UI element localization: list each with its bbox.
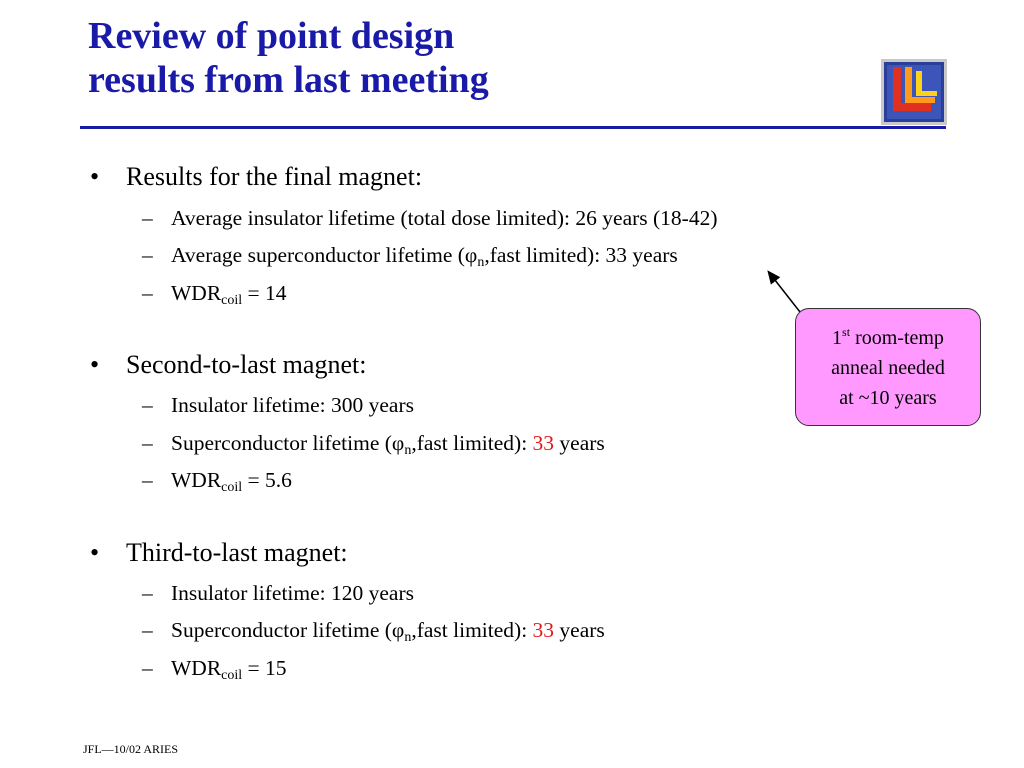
item-text: Insulator lifetime: 120 years bbox=[171, 581, 414, 605]
callout-note bbox=[795, 308, 981, 426]
title-line-2: results from last meeting bbox=[88, 59, 489, 101]
highlighted-value: 33 bbox=[532, 618, 555, 642]
item-text: $WDR_{coil} = 15$ bbox=[171, 656, 287, 683]
dash-marker: – bbox=[142, 618, 153, 642]
dash-marker: – bbox=[142, 243, 153, 267]
dash-marker: – bbox=[142, 281, 153, 305]
bullet-marker: • bbox=[90, 162, 100, 191]
slide-footer: JFL—10/02 ARIES bbox=[83, 742, 179, 756]
item-text: Insulator lifetime: 300 years bbox=[171, 393, 414, 417]
callout-line-3: at ~10 years bbox=[839, 387, 937, 409]
section-3-heading-text: Third-to-last magnet: bbox=[126, 538, 348, 567]
title-underline bbox=[80, 126, 946, 129]
bullet-marker: • bbox=[90, 538, 100, 567]
phi-symbol: φ bbox=[464, 243, 478, 267]
llnl-logo-icon bbox=[881, 59, 947, 125]
callout-line-2: anneal needed bbox=[831, 357, 945, 379]
item-text: $WDR_{coil} = 14$ bbox=[171, 281, 287, 308]
slide-title bbox=[88, 14, 489, 102]
dash-marker: – bbox=[142, 468, 153, 492]
item-text: Superconductor lifetime ($\varphi_n,fast$ limited): 33 years bbox=[171, 618, 605, 645]
bullet-marker: • bbox=[90, 350, 100, 379]
dash-marker: – bbox=[142, 581, 153, 605]
item-text: $WDR_{coil} = 5.6$ bbox=[171, 468, 292, 495]
item-text: Superconductor lifetime ($\varphi_n,fast$ limited): 33 years bbox=[171, 431, 605, 458]
phi-symbol: φ bbox=[391, 431, 405, 455]
dash-marker: – bbox=[142, 393, 153, 417]
dash-marker: – bbox=[142, 206, 153, 230]
item-text: Average superconductor lifetime ($\varphi_n,fast$ limited): 33 years bbox=[171, 243, 678, 270]
highlighted-value: 33 bbox=[532, 431, 555, 455]
dash-marker: – bbox=[142, 431, 153, 455]
section-2-heading-text: Second-to-last magnet: bbox=[126, 350, 367, 379]
dash-marker: – bbox=[142, 656, 153, 680]
callout-line-1: 1st room-temp bbox=[832, 325, 944, 349]
title-line-1: Review of point design bbox=[88, 15, 455, 57]
item-text: Average insulator lifetime (total dose limited): 26 years (18-42) bbox=[171, 206, 718, 230]
section-1-heading-text: Results for the final magnet: bbox=[126, 162, 423, 191]
phi-symbol: φ bbox=[391, 618, 405, 642]
